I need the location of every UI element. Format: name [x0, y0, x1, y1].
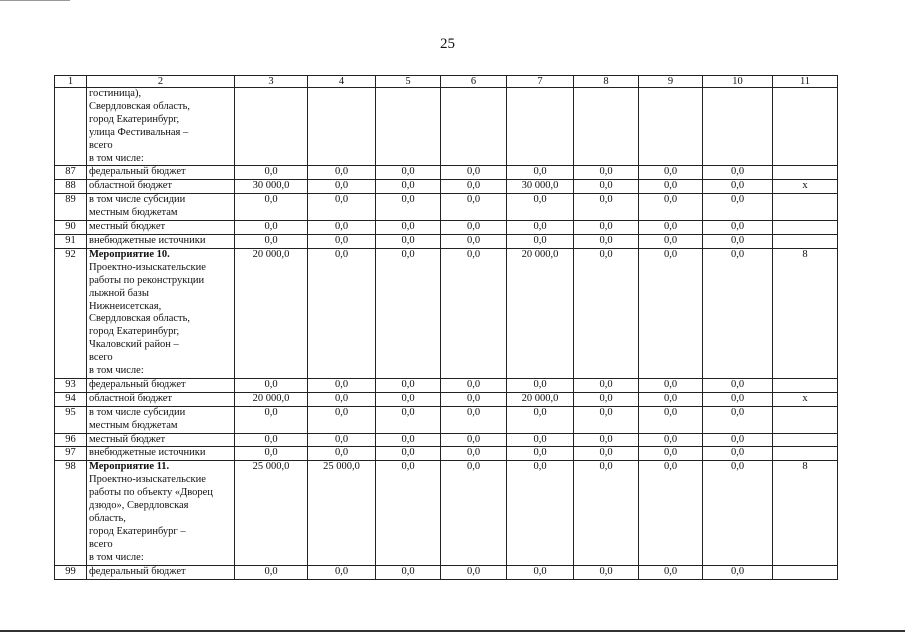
- value-cell-col-4: 0,0: [308, 565, 376, 579]
- table-row: [55, 461, 838, 565]
- value-cell-col-5: 0,0: [376, 234, 441, 248]
- value-cell-col-8: [574, 88, 639, 166]
- value-cell-col-8: 0,0: [574, 248, 639, 378]
- table-body: [55, 76, 838, 580]
- description-line: Чкаловский район –: [89, 339, 179, 351]
- value-cell-col-6: 0,0: [441, 433, 507, 447]
- value-cell-col-8: 0,0: [574, 378, 639, 392]
- value-cell-col-10: 0,0: [703, 461, 773, 565]
- value-cell-col-4: 0,0: [308, 392, 376, 406]
- table-row: [55, 378, 838, 392]
- description-line: лыжной базы: [89, 287, 149, 299]
- value-cell-col-9: 0,0: [639, 433, 703, 447]
- row-number: 93: [55, 378, 87, 392]
- value-cell-col-3: 30 000,0: [235, 180, 308, 194]
- value-cell-col-10: 0,0: [703, 248, 773, 378]
- column-header-1: 1: [55, 76, 87, 88]
- column-header-8: 8: [574, 76, 639, 88]
- table-row: [55, 433, 838, 447]
- table-row: [55, 166, 838, 180]
- row-description: [87, 180, 235, 194]
- value-cell-col-8: 0,0: [574, 180, 639, 194]
- column-number-row: [55, 76, 838, 88]
- value-cell-col-4: 25 000,0: [308, 461, 376, 565]
- value-cell-col-9: 0,0: [639, 166, 703, 180]
- value-cell-col-6: 0,0: [441, 406, 507, 433]
- table-row: [55, 234, 838, 248]
- value-cell-col-8: 0,0: [574, 221, 639, 235]
- value-cell-col-11: 8: [773, 248, 838, 378]
- description-line: всего: [89, 352, 113, 364]
- row-number: 97: [55, 447, 87, 461]
- value-cell-col-7: 0,0: [507, 378, 574, 392]
- value-cell-col-7: 0,0: [507, 461, 574, 565]
- row-number: 91: [55, 234, 87, 248]
- description-line: областной бюджет: [89, 180, 172, 192]
- value-cell-col-7: 0,0: [507, 433, 574, 447]
- value-cell-col-5: 0,0: [376, 378, 441, 392]
- row-description: [87, 234, 235, 248]
- value-cell-col-9: 0,0: [639, 194, 703, 221]
- value-cell-col-5: 0,0: [376, 447, 441, 461]
- value-cell-col-7: [507, 88, 574, 166]
- value-cell-col-3: 0,0: [235, 378, 308, 392]
- value-cell-col-6: 0,0: [441, 378, 507, 392]
- value-cell-col-11: [773, 565, 838, 579]
- row-number: 89: [55, 194, 87, 221]
- value-cell-col-5: 0,0: [376, 461, 441, 565]
- value-cell-col-5: 0,0: [376, 392, 441, 406]
- description-line: область,: [89, 513, 126, 524]
- value-cell-col-5: 0,0: [376, 194, 441, 221]
- value-cell-col-5: 0,0: [376, 166, 441, 180]
- row-description: [87, 194, 235, 221]
- value-cell-col-6: 0,0: [441, 166, 507, 180]
- value-cell-col-10: 0,0: [703, 234, 773, 248]
- description-line: Проектно-изыскательские: [89, 474, 206, 486]
- value-cell-col-11: [773, 406, 838, 433]
- value-cell-col-7: 0,0: [507, 221, 574, 235]
- row-description: [87, 461, 235, 565]
- description-line: Проектно-изыскательские: [89, 261, 206, 273]
- column-header-3: 3: [235, 76, 308, 88]
- value-cell-col-4: 0,0: [308, 234, 376, 248]
- description-line: внебюджетные источники: [89, 234, 206, 246]
- row-number: 92: [55, 248, 87, 378]
- page-number: 25: [440, 36, 455, 52]
- table-row: [55, 180, 838, 194]
- value-cell-col-4: 0,0: [308, 221, 376, 235]
- value-cell-col-8: 0,0: [574, 234, 639, 248]
- description-line: в том числе субсидии: [89, 406, 186, 418]
- value-cell-col-11: [773, 166, 838, 180]
- row-number: 95: [55, 406, 87, 433]
- value-cell-col-7: 0,0: [507, 166, 574, 180]
- measure-title: Мероприятие 10.: [89, 248, 170, 260]
- scan-bottom-edge: [0, 630, 905, 632]
- description-line: федеральный бюджет: [89, 378, 186, 390]
- row-description: [87, 406, 235, 433]
- budget-table: [54, 75, 838, 580]
- table-row: [55, 447, 838, 461]
- scan-edge-mark: [0, 0, 70, 1]
- table-row: [55, 221, 838, 235]
- column-header-6: 6: [441, 76, 507, 88]
- value-cell-col-4: 0,0: [308, 194, 376, 221]
- value-cell-col-10: [703, 88, 773, 166]
- column-header-7: 7: [507, 76, 574, 88]
- table-row: [55, 248, 838, 378]
- column-header-4: 4: [308, 76, 376, 88]
- description-line: всего: [89, 538, 113, 550]
- value-cell-col-3: 0,0: [235, 406, 308, 433]
- value-cell-col-9: 0,0: [639, 565, 703, 579]
- description-line: в том числе:: [89, 551, 144, 563]
- row-number: 98: [55, 461, 87, 565]
- description-line: всего: [89, 139, 113, 151]
- value-cell-col-10: 0,0: [703, 565, 773, 579]
- value-cell-col-3: 25 000,0: [235, 461, 308, 565]
- value-cell-col-11: [773, 194, 838, 221]
- value-cell-col-10: 0,0: [703, 221, 773, 235]
- measure-title: Мероприятие 11.: [89, 461, 170, 473]
- value-cell-col-6: 0,0: [441, 221, 507, 235]
- description-line: город Екатеринбург –: [89, 525, 186, 537]
- row-description: [87, 392, 235, 406]
- value-cell-col-7: 0,0: [507, 447, 574, 461]
- value-cell-col-10: 0,0: [703, 194, 773, 221]
- value-cell-col-5: 0,0: [376, 180, 441, 194]
- column-header-9: 9: [639, 76, 703, 88]
- value-cell-col-8: 0,0: [574, 406, 639, 433]
- value-cell-col-7: 20 000,0: [507, 392, 574, 406]
- description-line: работы по реконструкции: [89, 274, 205, 286]
- value-cell-col-7: 30 000,0: [507, 180, 574, 194]
- value-cell-col-9: 0,0: [639, 180, 703, 194]
- value-cell-col-3: 0,0: [235, 565, 308, 579]
- row-description: [87, 221, 235, 235]
- value-cell-col-7: 0,0: [507, 406, 574, 433]
- value-cell-col-3: [235, 88, 308, 166]
- value-cell-col-8: 0,0: [574, 433, 639, 447]
- column-header-2: 2: [87, 76, 235, 88]
- value-cell-col-11: [773, 447, 838, 461]
- table-row: [55, 88, 838, 166]
- description-line: город Екатеринбург,: [89, 326, 180, 338]
- value-cell-col-6: 0,0: [441, 461, 507, 565]
- value-cell-col-3: 20 000,0: [235, 392, 308, 406]
- value-cell-col-9: 0,0: [639, 461, 703, 565]
- description-line: местным бюджетам: [89, 419, 178, 431]
- value-cell-col-10: 0,0: [703, 180, 773, 194]
- description-line: местный бюджет: [89, 433, 166, 445]
- description-line: Нижнеисетская,: [89, 300, 162, 312]
- description-line: местный бюджет: [89, 221, 166, 233]
- value-cell-col-5: 0,0: [376, 221, 441, 235]
- description-line: в том числе:: [89, 365, 144, 377]
- value-cell-col-7: 0,0: [507, 234, 574, 248]
- value-cell-col-9: 0,0: [639, 392, 703, 406]
- value-cell-col-6: 0,0: [441, 194, 507, 221]
- value-cell-col-9: 0,0: [639, 378, 703, 392]
- value-cell-col-3: 0,0: [235, 447, 308, 461]
- description-line: улица Фестивальная –: [89, 126, 189, 138]
- value-cell-col-11: 8: [773, 461, 838, 565]
- value-cell-col-9: 0,0: [639, 234, 703, 248]
- value-cell-col-8: 0,0: [574, 565, 639, 579]
- value-cell-col-5: 0,0: [376, 248, 441, 378]
- value-cell-col-4: 0,0: [308, 180, 376, 194]
- value-cell-col-4: 0,0: [308, 406, 376, 433]
- table-row: [55, 194, 838, 221]
- value-cell-col-6: 0,0: [441, 180, 507, 194]
- value-cell-col-9: 0,0: [639, 248, 703, 378]
- table-row: [55, 565, 838, 579]
- table-row: [55, 406, 838, 433]
- row-number: 96: [55, 433, 87, 447]
- value-cell-col-3: 0,0: [235, 234, 308, 248]
- description-line: в том числе субсидии: [89, 194, 186, 206]
- value-cell-col-7: 20 000,0: [507, 248, 574, 378]
- row-number: [55, 88, 87, 166]
- column-header-11: 11: [773, 76, 838, 88]
- description-line: работы по объекту «Дворец: [89, 487, 213, 499]
- value-cell-col-10: 0,0: [703, 166, 773, 180]
- description-line: гостиница),: [89, 88, 142, 99]
- row-number: 99: [55, 565, 87, 579]
- row-description: [87, 565, 235, 579]
- value-cell-col-8: 0,0: [574, 194, 639, 221]
- value-cell-col-4: [308, 88, 376, 166]
- value-cell-col-6: 0,0: [441, 447, 507, 461]
- value-cell-col-4: 0,0: [308, 166, 376, 180]
- row-number: 90: [55, 221, 87, 235]
- value-cell-col-11: [773, 378, 838, 392]
- description-line: Свердловская область,: [89, 100, 191, 112]
- value-cell-col-8: 0,0: [574, 392, 639, 406]
- value-cell-col-10: 0,0: [703, 378, 773, 392]
- description-line: внебюджетные источники: [89, 447, 206, 459]
- value-cell-col-9: 0,0: [639, 447, 703, 461]
- value-cell-col-4: 0,0: [308, 433, 376, 447]
- value-cell-col-6: 0,0: [441, 248, 507, 378]
- value-cell-col-9: 0,0: [639, 221, 703, 235]
- value-cell-col-4: 0,0: [308, 378, 376, 392]
- value-cell-col-5: [376, 88, 441, 166]
- value-cell-col-11: [773, 234, 838, 248]
- value-cell-col-8: 0,0: [574, 447, 639, 461]
- value-cell-col-3: 20 000,0: [235, 248, 308, 378]
- value-cell-col-6: 0,0: [441, 565, 507, 579]
- row-description: [87, 447, 235, 461]
- value-cell-col-7: 0,0: [507, 565, 574, 579]
- column-header-10: 10: [703, 76, 773, 88]
- row-number: 88: [55, 180, 87, 194]
- row-description: [87, 166, 235, 180]
- description-line: федеральный бюджет: [89, 565, 186, 577]
- value-cell-col-9: [639, 88, 703, 166]
- value-cell-col-10: 0,0: [703, 392, 773, 406]
- value-cell-col-11: [773, 433, 838, 447]
- description-line: дзюдо», Свердловская: [89, 500, 189, 512]
- value-cell-col-10: 0,0: [703, 433, 773, 447]
- value-cell-col-9: 0,0: [639, 406, 703, 433]
- value-cell-col-6: [441, 88, 507, 166]
- row-description: [87, 248, 235, 378]
- value-cell-col-10: 0,0: [703, 406, 773, 433]
- column-header-5: 5: [376, 76, 441, 88]
- description-line: Свердловская область,: [89, 313, 191, 325]
- row-description: [87, 433, 235, 447]
- value-cell-col-5: 0,0: [376, 433, 441, 447]
- value-cell-col-6: 0,0: [441, 392, 507, 406]
- value-cell-col-11: x: [773, 180, 838, 194]
- value-cell-col-4: 0,0: [308, 248, 376, 378]
- description-line: местным бюджетам: [89, 207, 178, 219]
- value-cell-col-3: 0,0: [235, 166, 308, 180]
- description-line: федеральный бюджет: [89, 166, 186, 178]
- value-cell-col-8: 0,0: [574, 461, 639, 565]
- description-line: город Екатеринбург,: [89, 113, 180, 125]
- description-line: областной бюджет: [89, 392, 172, 404]
- value-cell-col-3: 0,0: [235, 194, 308, 221]
- row-number: 94: [55, 392, 87, 406]
- value-cell-col-10: 0,0: [703, 447, 773, 461]
- row-description: [87, 88, 235, 166]
- value-cell-col-6: 0,0: [441, 234, 507, 248]
- value-cell-col-11: x: [773, 392, 838, 406]
- value-cell-col-5: 0,0: [376, 565, 441, 579]
- value-cell-col-5: 0,0: [376, 406, 441, 433]
- value-cell-col-3: 0,0: [235, 221, 308, 235]
- value-cell-col-8: 0,0: [574, 166, 639, 180]
- row-description: [87, 378, 235, 392]
- value-cell-col-3: 0,0: [235, 433, 308, 447]
- value-cell-col-11: [773, 221, 838, 235]
- description-line: в том числе:: [89, 152, 144, 164]
- row-number: 87: [55, 166, 87, 180]
- value-cell-col-11: [773, 88, 838, 166]
- table-row: [55, 392, 838, 406]
- value-cell-col-7: 0,0: [507, 194, 574, 221]
- value-cell-col-4: 0,0: [308, 447, 376, 461]
